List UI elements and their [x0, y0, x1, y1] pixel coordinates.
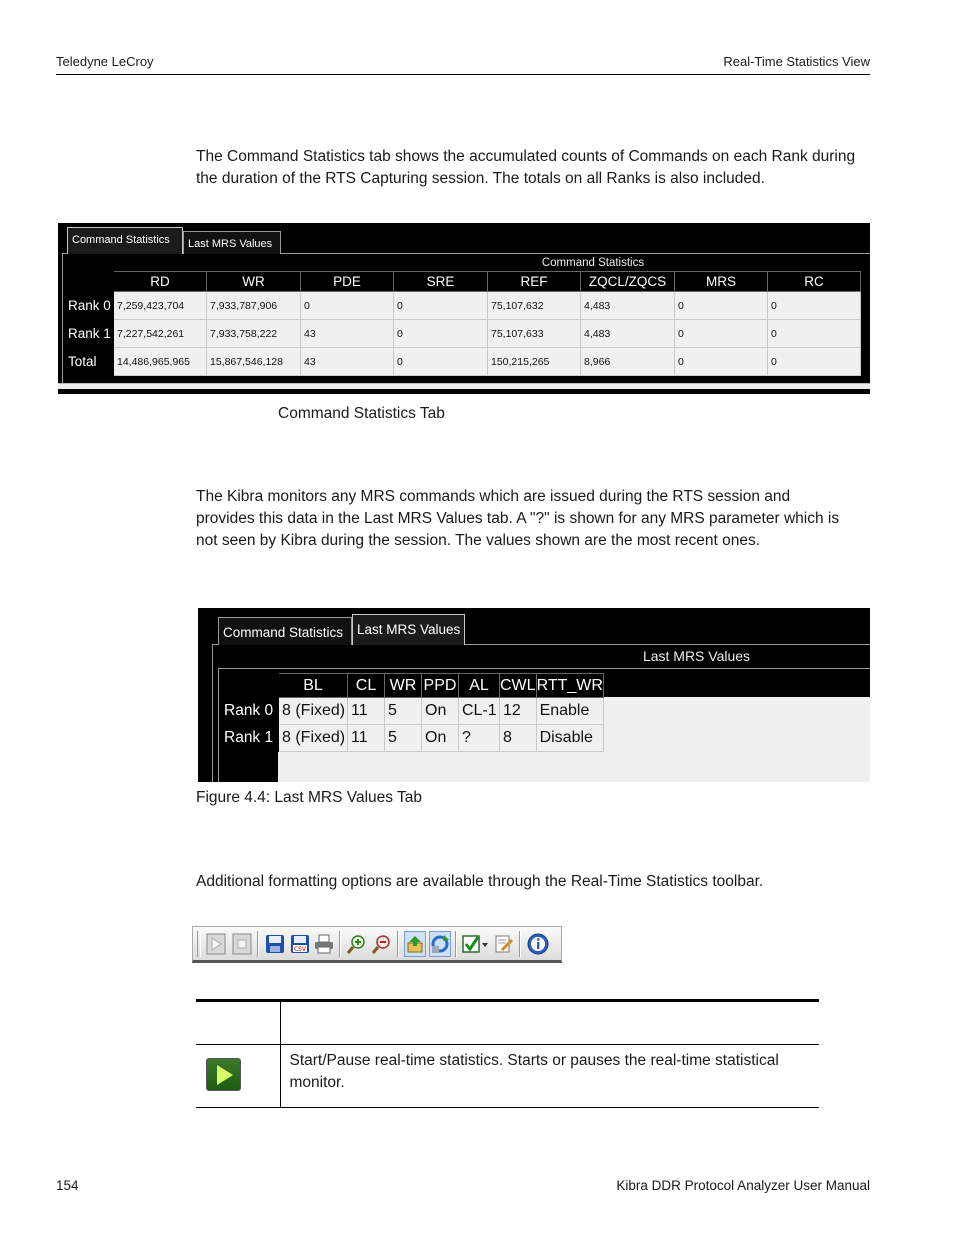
table-cell: 4,483: [581, 320, 675, 348]
header-rule: [56, 74, 870, 75]
table-cell: 0: [768, 292, 861, 320]
table-cell: 8 (Fixed): [279, 725, 348, 752]
last-mrs-values-screenshot: [198, 608, 870, 782]
table-cell: 0: [768, 320, 861, 348]
table-row: [67, 348, 861, 376]
export-icon[interactable]: [404, 931, 426, 957]
table-row: [223, 698, 604, 725]
tab-last-mrs-values[interactable]: Last MRS Values: [183, 231, 281, 254]
table-cell: 0: [768, 348, 861, 376]
table-cell: 75,107,633: [488, 320, 581, 348]
stop-icon[interactable]: [231, 931, 253, 957]
table-cell: 7,259,423,704: [114, 292, 207, 320]
header-cell-description: [280, 1001, 819, 1045]
row-header: Rank 0: [223, 698, 279, 725]
table-cell: 8 (Fixed): [279, 698, 348, 725]
table-cell: 7,933,787,906: [207, 292, 301, 320]
row-header: Rank 0: [67, 292, 114, 320]
table-cell: 0: [675, 348, 768, 376]
svg-text:CSV: CSV: [293, 946, 307, 953]
table-row: [196, 1045, 819, 1108]
table-header-row: [196, 1001, 819, 1045]
toolbar-separator: [339, 931, 341, 957]
table-cell: 0: [394, 320, 488, 348]
header-left: Teledyne LeCroy: [56, 54, 154, 69]
start-pause-icon: [206, 1058, 241, 1091]
table-cell: 8,966: [581, 348, 675, 376]
command-statistics-screenshot: [58, 223, 870, 394]
save-icon[interactable]: [264, 931, 286, 957]
toolbar-separator: [455, 931, 457, 957]
column-header[interactable]: PPD: [422, 674, 459, 698]
table-banner: Last MRS Values: [642, 648, 751, 664]
tab-command-statistics[interactable]: Command Statistics: [218, 617, 352, 645]
play-icon[interactable]: [205, 931, 227, 957]
table-cell: 0: [301, 292, 394, 320]
table-cell: CL-1: [459, 698, 500, 725]
corner-cell: [67, 272, 114, 292]
table-cell: 5: [385, 725, 422, 752]
table-cell: 43: [301, 348, 394, 376]
column-header[interactable]: ZQCL/ZQCS: [581, 272, 675, 292]
header-cell-icon: [196, 1001, 280, 1045]
table-cell: Disable: [536, 725, 603, 752]
table-cell: 43: [301, 320, 394, 348]
paragraph-command-stats: The Command Statistics tab shows the accumulated counts of Commands on each Rank during the duration of the RTS Capturing session. The totals on all Ranks is also included.: [196, 148, 856, 187]
column-header[interactable]: CWL: [500, 674, 537, 698]
toolbar-separator: [519, 931, 521, 957]
table-cell: 0: [394, 348, 488, 376]
column-header[interactable]: SRE: [394, 272, 488, 292]
table-cell: 11: [348, 725, 385, 752]
page-number: 154: [56, 1178, 79, 1193]
row-header-empty: [222, 757, 278, 782]
table-banner: Command Statistics: [541, 257, 645, 269]
table-cell: 14,486,965,965: [114, 348, 207, 376]
toolbar-separator: [257, 931, 259, 957]
paragraph-toolbar: Additional formatting options are available through the Real-Time Statistics toolbar.: [196, 873, 764, 890]
column-header[interactable]: MRS: [675, 272, 768, 292]
table-cell: 8: [500, 725, 537, 752]
header-row: [67, 272, 861, 292]
save-csv-icon[interactable]: [289, 931, 311, 957]
toolbar-separator: [397, 931, 399, 957]
footer-title: Kibra DDR Protocol Analyzer User Manual: [616, 1178, 870, 1193]
table-cell: 0: [675, 320, 768, 348]
column-header[interactable]: WR: [385, 674, 422, 698]
table-cell: 15,867,546,128: [207, 348, 301, 376]
table-cell: Enable: [536, 698, 603, 725]
last-mrs-values-table: [222, 673, 604, 752]
select-icon[interactable]: [462, 931, 490, 957]
table-cell: 75,107,632: [488, 292, 581, 320]
row-header: Rank 1: [223, 725, 279, 752]
row-header: Total: [67, 348, 114, 376]
real-time-statistics-toolbar: [192, 926, 562, 963]
header-right: Real-Time Statistics View: [723, 54, 870, 69]
edit-icon[interactable]: [493, 931, 515, 957]
table-cell: 11: [348, 698, 385, 725]
toolbar-grip[interactable]: [197, 931, 201, 957]
column-header[interactable]: CL: [348, 674, 385, 698]
caption-last-mrs-values: Figure 4.4: Last MRS Values Tab: [196, 789, 423, 806]
table-cell: On: [422, 698, 459, 725]
table-row: [67, 292, 861, 320]
paragraph-mrs-values: The Kibra monitors any MRS commands which are issued during the RTS session and provides this data in the Last MRS Values tab. A "?" is shown for any MRS parameter which is not seen by Kibra during the session. The values shown are the most recent ones.: [196, 488, 840, 549]
window-bottom-edge: [58, 389, 870, 394]
column-header[interactable]: AL: [459, 674, 500, 698]
column-header[interactable]: WR: [207, 272, 301, 292]
table-row: [67, 320, 861, 348]
column-header[interactable]: REF: [488, 272, 581, 292]
table-cell: ?: [459, 725, 500, 752]
table-cell: 7,227,542,261: [114, 320, 207, 348]
command-statistics-table: [66, 271, 861, 376]
row-header: Rank 1: [67, 320, 114, 348]
table-cell: 7,933,758,222: [207, 320, 301, 348]
zoom-in-icon[interactable]: [346, 931, 368, 957]
column-header[interactable]: RD: [114, 272, 207, 292]
tab-command-statistics[interactable]: Command Statistics: [67, 227, 183, 254]
table-cell: 0: [394, 292, 488, 320]
zoom-out-icon[interactable]: [371, 931, 393, 957]
column-header[interactable]: BL: [279, 674, 348, 698]
tab-last-mrs-values[interactable]: Last MRS Values: [352, 614, 465, 645]
column-header[interactable]: PDE: [301, 272, 394, 292]
table-cell: 5: [385, 698, 422, 725]
table-cell: 4,483: [581, 292, 675, 320]
table-cell: 0: [675, 292, 768, 320]
caption-command-statistics: Command Statistics Tab: [278, 405, 445, 422]
table-row: [223, 725, 604, 752]
toolbar-description-table: [196, 999, 819, 1108]
refresh-icon[interactable]: [429, 931, 451, 957]
table-cell: 12: [500, 698, 537, 725]
header-row: [223, 674, 604, 698]
info-icon[interactable]: [527, 931, 549, 957]
column-header[interactable]: RTT_WR: [536, 674, 603, 698]
corner-cell: [223, 674, 279, 698]
table-cell: 150,215,265: [488, 348, 581, 376]
table-cell: On: [422, 725, 459, 752]
column-header[interactable]: RC: [768, 272, 861, 292]
print-icon[interactable]: [313, 931, 335, 957]
table-cell-description: Start/Pause real-time statistics. Starts or pauses the real-time statistical monitor.: [280, 1045, 819, 1108]
